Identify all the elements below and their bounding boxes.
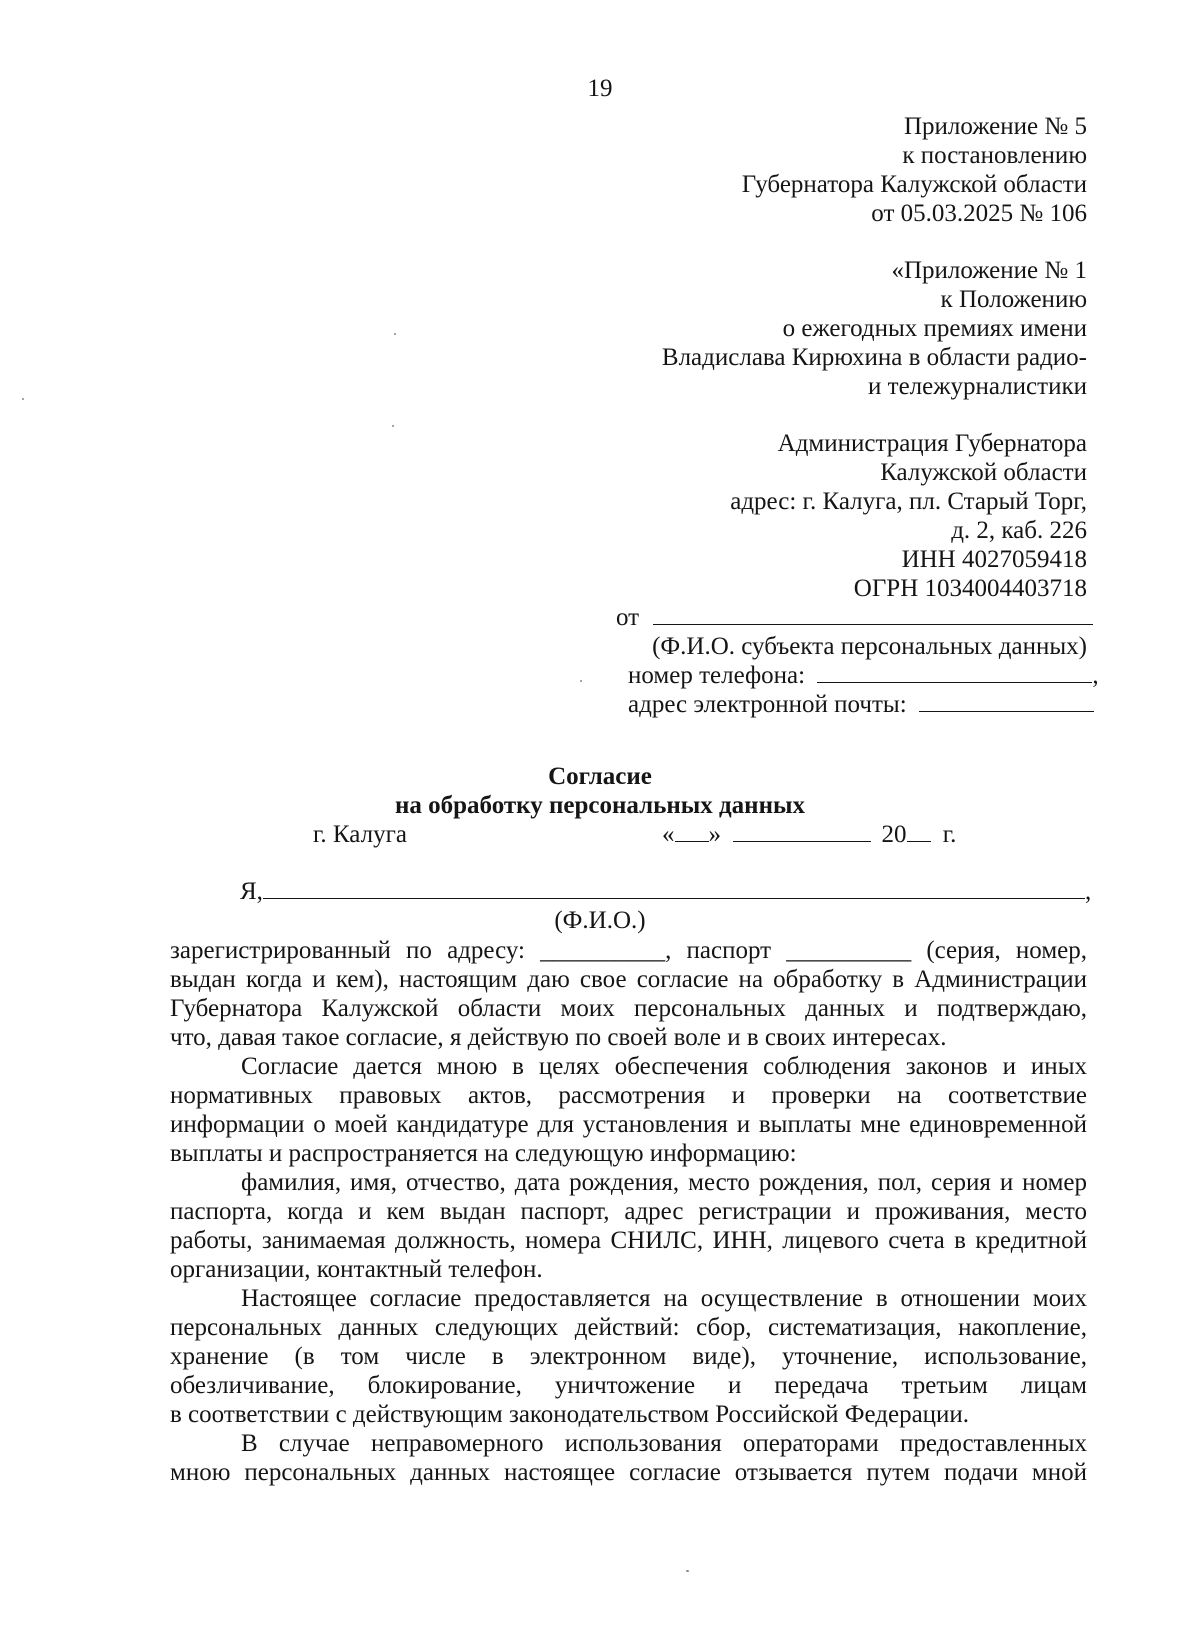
annex-line-5: и тележурналистики bbox=[868, 373, 1087, 400]
day-blank[interactable] bbox=[675, 821, 709, 842]
declarant-prefix: Я, bbox=[240, 878, 263, 905]
scan-speck bbox=[392, 425, 394, 427]
p3-line-2: паспорта, когда и кем выдан паспорт, адрес регистрации и проживания, место bbox=[170, 1198, 1087, 1225]
header-line-1: Приложение № 5 bbox=[903, 113, 1087, 140]
recipient-line-5: ИНН 4027059418 bbox=[901, 546, 1087, 573]
p3-line-1: фамилия, имя, отчество, дата рождения, место рождения, пол, серия и номер bbox=[241, 1169, 1087, 1196]
p1-line-4: что, давая такое согласие, я действую по своей воле и в своих интересах. bbox=[170, 1024, 947, 1051]
scan-speck bbox=[394, 333, 396, 335]
p4-line-3: хранение (в том числе в электронном виде), уточнение, использование, bbox=[170, 1343, 1087, 1370]
recipient-line-2: Калужской области bbox=[880, 459, 1087, 486]
year-blank[interactable] bbox=[907, 821, 931, 842]
p4-line-4: обезличивание, блокирование, уничтожение и передача третьим лицам bbox=[170, 1372, 1087, 1399]
phone-blank[interactable] bbox=[817, 662, 1092, 683]
year-prefix: 20 bbox=[881, 821, 907, 848]
phone-label: номер телефона: bbox=[628, 662, 806, 689]
p4-line-5: в соответствии с действующим законодательством Российской Федерации. bbox=[170, 1401, 970, 1428]
p1-line-3: Губернатора Калужской области моих персональных данных и подтверждаю, bbox=[170, 995, 1087, 1022]
email-line bbox=[628, 690, 1094, 719]
email-blank[interactable] bbox=[919, 691, 1094, 712]
date-quote-open: « bbox=[662, 821, 675, 848]
from-line bbox=[616, 603, 1093, 632]
p2-line-3: информации о моей кандидатуре для установления и выплаты мне единовременной bbox=[170, 1111, 1087, 1138]
fio-subject-caption: (Ф.И.О. субъекта персональных данных) bbox=[652, 633, 1087, 660]
p4-line-1: Настоящее согласие предоставляется на осуществление в отношении моих bbox=[241, 1285, 1087, 1312]
recipient-line-6: ОГРН 1034004403718 bbox=[853, 575, 1087, 602]
scan-speck bbox=[580, 680, 582, 682]
p2-line-1: Согласие дается мною в целях обеспечения соблюдения законов и иных bbox=[241, 1053, 1087, 1080]
annex-line-1: «Приложение № 1 bbox=[891, 257, 1087, 284]
p1-line-2: выдан когда и кем), настоящим даю свое согласие на обработку в Администрации bbox=[170, 966, 1087, 993]
recipient-line-3: адрес: г. Калуга, пл. Старый Торг, bbox=[730, 488, 1087, 515]
city: г. Калуга bbox=[313, 821, 407, 848]
month-blank[interactable] bbox=[733, 821, 871, 842]
annex-line-4: Владислава Кирюхина в области радио- bbox=[661, 344, 1087, 371]
header-line-4: от 05.03.2025 № 106 bbox=[871, 200, 1087, 227]
year-suffix: г. bbox=[942, 821, 957, 848]
declarant-caption: (Ф.И.О.) bbox=[554, 907, 646, 934]
declarant-fio-blank[interactable] bbox=[263, 878, 1085, 899]
p4-line-2: персональных данных следующих действий: сбор, систематизация, накопление, bbox=[170, 1314, 1087, 1341]
scan-speck bbox=[686, 1570, 689, 1572]
p3-line-4: организации, контактный телефон. bbox=[170, 1256, 543, 1283]
from-label: от bbox=[616, 604, 640, 631]
title-line-2: на обработку персональных данных bbox=[395, 792, 805, 819]
p3-line-3: работы, занимаемая должность, номера СНИЛС, ИНН, лицевого счета в кредитной bbox=[170, 1227, 1087, 1254]
page-number: 19 bbox=[587, 75, 613, 102]
phone-line bbox=[628, 661, 1099, 690]
header-line-2: к постановлению bbox=[902, 142, 1087, 169]
p2-line-2: нормативных правовых актов, рассмотрения и проверки на соответствие bbox=[170, 1082, 1087, 1109]
email-label: адрес электронной почты: bbox=[628, 691, 907, 718]
declarant-suffix: , bbox=[1084, 878, 1092, 905]
phone-suffix: , bbox=[1092, 662, 1099, 689]
date-quote-close: » bbox=[708, 821, 721, 848]
header-line-3: Губернатора Калужской области bbox=[741, 171, 1087, 198]
p1-line-1: зарегистрированный по адресу: __________, паспорт __________ (серия, номер, bbox=[170, 937, 1087, 964]
title-line-1: Согласие bbox=[548, 763, 652, 790]
date-line bbox=[662, 820, 956, 849]
declarant-line bbox=[240, 877, 1091, 906]
annex-line-3: о ежегодных премиях имени bbox=[782, 315, 1087, 342]
recipient-line-1: Администрация Губернатора bbox=[777, 430, 1087, 457]
p5-line-2: мною персональных данных настоящее согласие отзывается путем подачи мной bbox=[170, 1459, 1087, 1486]
scan-speck bbox=[22, 398, 24, 400]
p2-line-4: выплаты и распространяется на следующую информацию: bbox=[170, 1140, 797, 1167]
recipient-line-4: д. 2, каб. 226 bbox=[951, 517, 1087, 544]
annex-line-2: к Положению bbox=[940, 286, 1087, 313]
p5-line-1: В случае неправомерного использования операторами предоставленных bbox=[241, 1430, 1087, 1457]
from-fio-blank[interactable] bbox=[653, 604, 1093, 625]
